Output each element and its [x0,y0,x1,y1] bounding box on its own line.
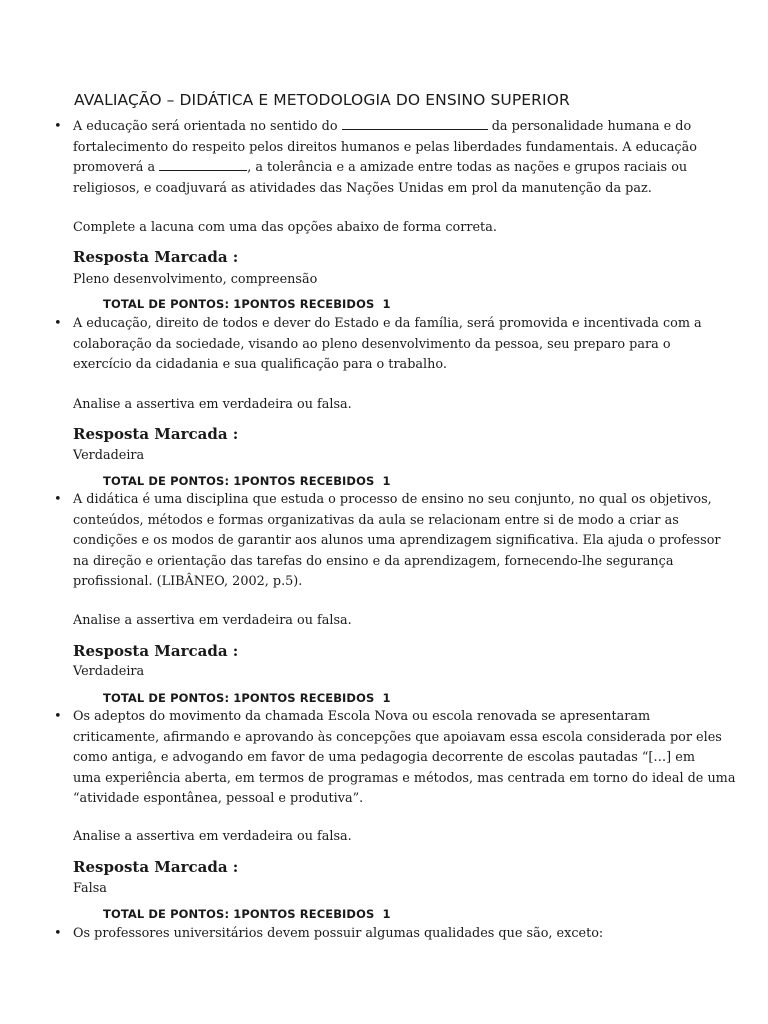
answer-label: Resposta Marcada : [73,248,239,266]
bullet-icon: • [54,492,62,507]
score-line: TOTAL DE PONTOS: 1PONTOS RECEBIDOS 1 [103,297,391,311]
question-text [73,117,713,199]
question-instruction: Analise a assertiva em verdadeira ou falsa. [73,829,352,844]
answer-label: Resposta Marcada : [73,858,239,876]
question-text [73,490,721,593]
question-instruction: Analise a assertiva em verdadeira ou falsa. [73,613,352,628]
bullet-icon: • [54,316,62,331]
question-instruction: Analise a assertiva em verdadeira ou falsa. [73,397,352,412]
question-line: Os professores universitários devem possuir algumas qualidades que são, exceto: [73,926,604,941]
question-line: religiosos, e coadjuvará as atividades das Nações Unidas em prol da manutenção da paz. [73,180,652,196]
question-line: promoverá a , a tolerância e a amizade entre todas as nações e grupos raciais ou [73,160,688,176]
question-line: uma experiência aberta, em termos de programas e métodos, mas centrada em torno do ideal de uma [73,770,736,786]
answer-value: Verdadeira [73,448,145,463]
answer-label: Resposta Marcada : [73,425,239,443]
question-line: na direção e orientação das tarefas do ensino e da aprendizagem, fornecendo-lhe segurança [73,553,674,569]
question-text [73,314,713,376]
score-line: TOTAL DE PONTOS: 1PONTOS RECEBIDOS 1 [103,474,391,488]
question-line: A educação será orientada no sentido do da personalidade humana e do [73,119,692,134]
question-line: criticamente, afirmando e aprovando às concepções que apoiavam essa escola considerada por eles [73,729,722,745]
score-line: TOTAL DE PONTOS: 1PONTOS RECEBIDOS 1 [103,907,391,921]
question-line: A didática é uma disciplina que estuda o processo de ensino no seu conjunto, no qual os objetivos, [73,492,712,507]
question-line: conteúdos, métodos e formas organizativas da aula se relacionam entre si de modo a criar as [73,512,679,528]
bullet-icon: • [54,709,62,724]
fill-in-blank [159,158,247,171]
answer-label: Resposta Marcada : [73,642,239,660]
question-line: profissional. (LIBÂNEO, 2002, p.5). [73,574,303,590]
bullet-icon: • [54,926,62,941]
question-line: Os adeptos do movimento da chamada Escola Nova ou escola renovada se apresentaram [73,709,651,724]
bullet-icon: • [54,119,62,134]
document-title: AVALIAÇÃO – DIDÁTICA E METODOLOGIA DO ENSINO SUPERIOR [74,91,570,109]
score-line: TOTAL DE PONTOS: 1PONTOS RECEBIDOS 1 [103,691,391,705]
question-instruction: Complete a lacuna com uma das opções abaixo de forma correta. [73,220,497,235]
question-line: como antiga, e advogando em favor de uma pedagogia decorrente de escolas pautadas “[…] em [73,750,695,766]
fill-in-blank [342,117,488,130]
answer-value: Falsa [73,881,107,896]
question-line: colaboração da sociedade, visando ao pleno desenvolvimento da pessoa, seu preparo para o [73,336,671,352]
question-text [73,707,736,810]
question-line: “atividade espontânea, pessoal e produtiva”. [73,791,364,807]
answer-value: Pleno desenvolvimento, compreensão [73,272,318,287]
question-line: condições e os modos de garantir aos alunos uma aprendizagem significativa. Ela ajuda o professor [73,533,721,549]
question-line: exercício da cidadania e sua qualificação para o trabalho. [73,357,447,373]
question-line: fortalecimento do respeito pelos direitos humanos e pelas liberdades fundamentais. A educação [73,139,697,155]
question-line: A educação, direito de todos e dever do Estado e da família, será promovida e incentivada com a [73,316,702,331]
answer-value: Verdadeira [73,664,145,679]
question-text [73,924,713,945]
